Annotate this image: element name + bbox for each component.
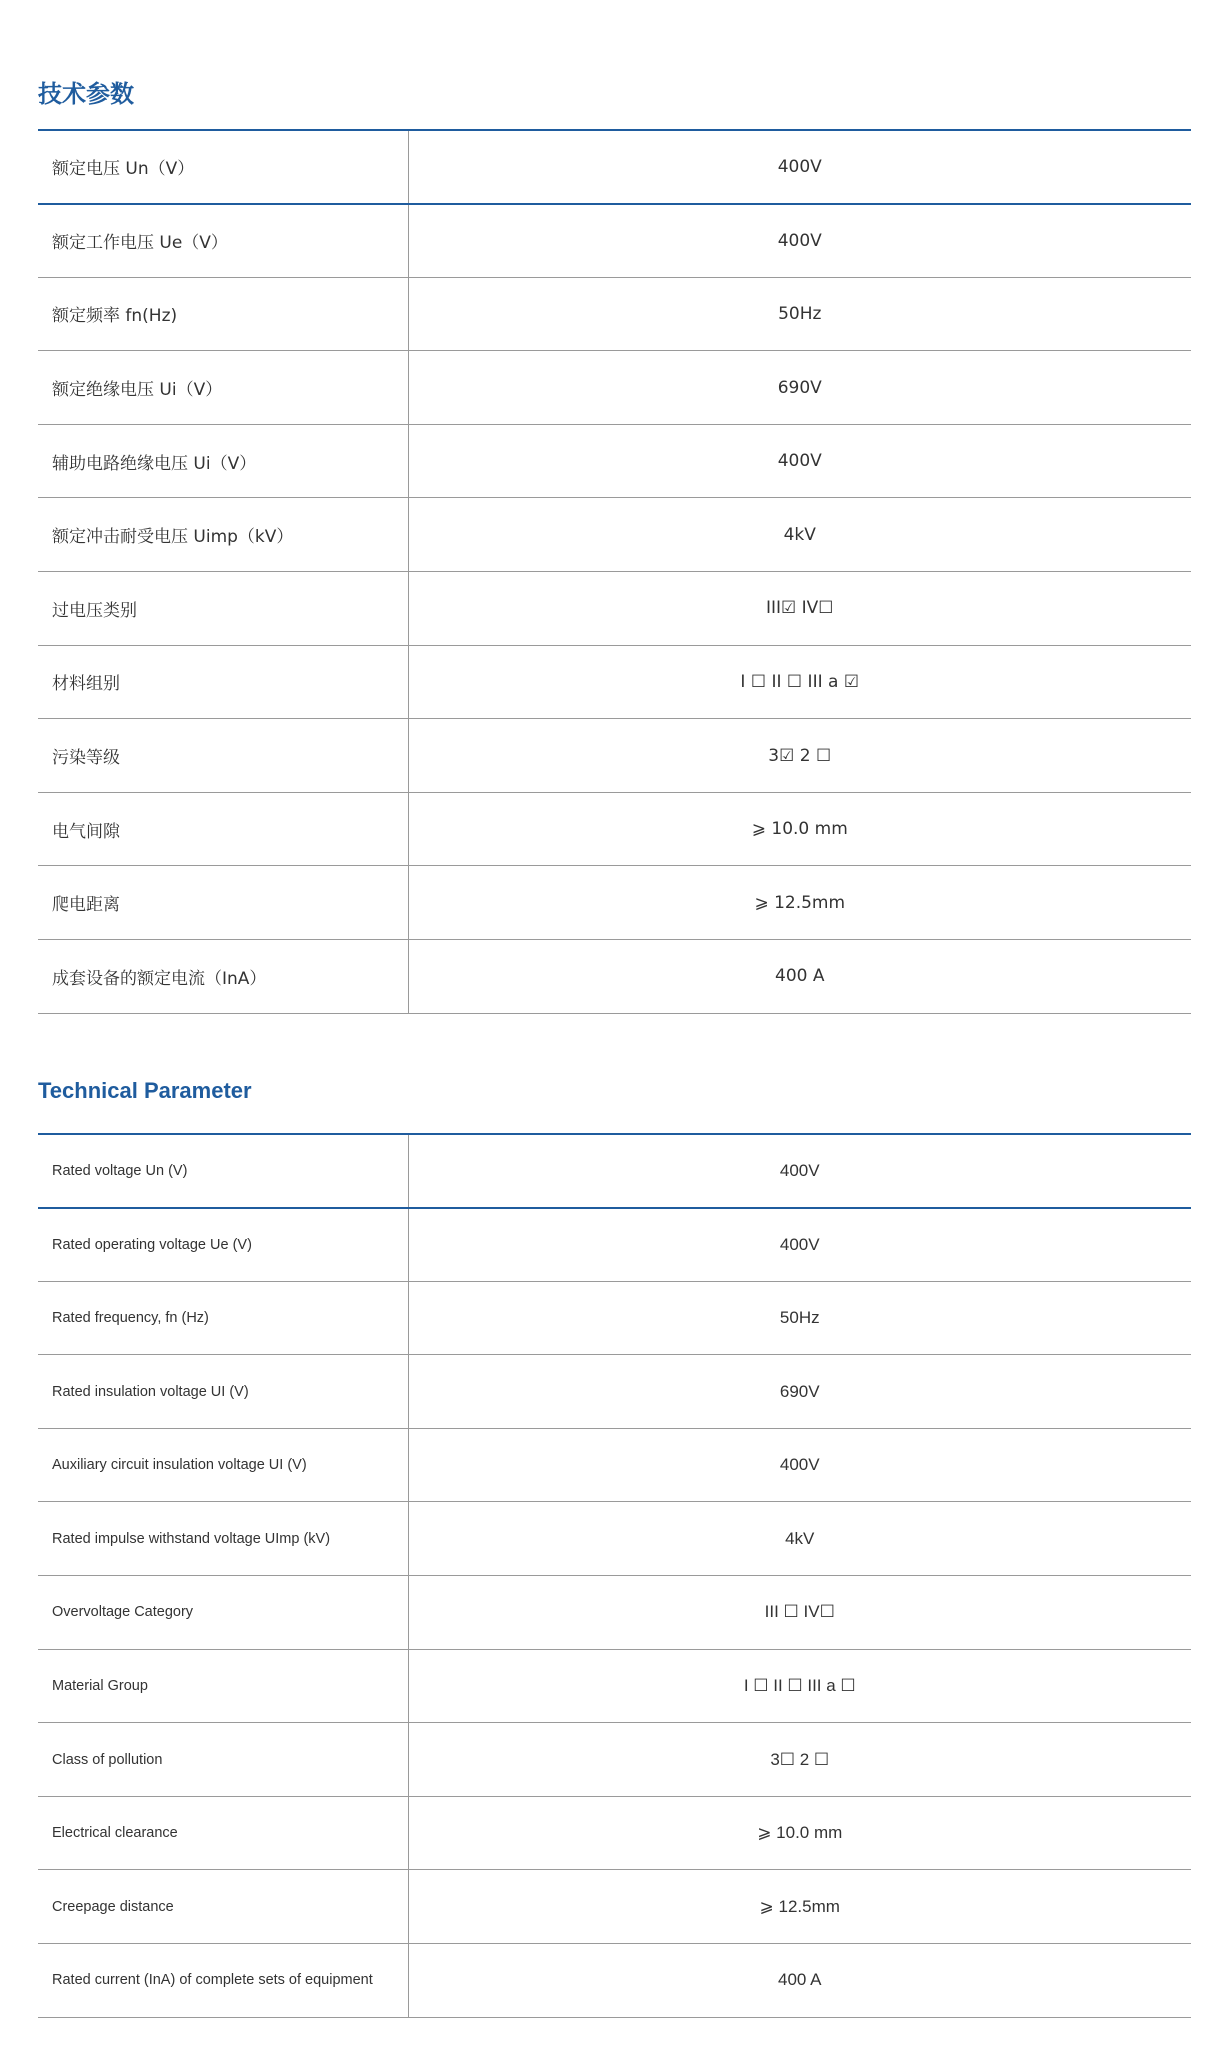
table-row <box>38 1208 1191 1282</box>
parameter-label: 辅助电路绝缘电压 Ui（V） <box>38 424 408 498</box>
parameter-label: 成套设备的额定电流（InA） <box>38 940 408 1014</box>
table-row <box>38 1723 1191 1797</box>
parameter-label: Rated operating voltage Ue (V) <box>38 1208 408 1282</box>
parameter-value: 3☐ 2 ☐ <box>408 1723 1191 1797</box>
parameter-label: 爬电距离 <box>38 866 408 940</box>
parameter-value: 400V <box>408 1208 1191 1282</box>
parameter-label: Rated insulation voltage UI (V) <box>38 1355 408 1429</box>
parameter-label: 额定频率 fn(Hz) <box>38 277 408 351</box>
table-row <box>38 1649 1191 1723</box>
parameter-label: Rated current (InA) of complete sets of equipment <box>38 1944 408 2018</box>
parameter-label: Auxiliary circuit insulation voltage UI (V) <box>38 1428 408 1502</box>
table-row <box>38 1796 1191 1870</box>
parameter-value: 4kV <box>408 1502 1191 1576</box>
parameter-label: 材料组别 <box>38 645 408 719</box>
parameter-label: 额定电压 Un（V） <box>38 130 408 204</box>
parameter-value: III ☐ IV☐ <box>408 1576 1191 1650</box>
parameter-label: Material Group <box>38 1649 408 1723</box>
parameter-value: 400V <box>408 1428 1191 1502</box>
parameter-value: 400V <box>408 1134 1191 1208</box>
table-row <box>38 1870 1191 1944</box>
parameter-value: I ☐ II ☐ III a ☐ <box>408 1649 1191 1723</box>
parameter-value: ⩾ 10.0 mm <box>408 1796 1191 1870</box>
section-title-english: Technical Parameter <box>38 1078 252 1103</box>
table-row <box>38 1355 1191 1429</box>
parameter-label: Electrical clearance <box>38 1796 408 1870</box>
parameter-value: 50Hz <box>408 277 1191 351</box>
parameter-value: 400 A <box>408 940 1191 1014</box>
parameter-label: 额定冲击耐受电压 Uimp（kV） <box>38 498 408 572</box>
table-row <box>38 1944 1191 2018</box>
parameter-value: III☑ IV☐ <box>408 572 1191 646</box>
english-parameter-table <box>38 1133 1191 2018</box>
chinese-parameter-table <box>38 129 1191 1014</box>
parameter-label: 电气间隙 <box>38 792 408 866</box>
parameter-value: ⩾ 10.0 mm <box>408 792 1191 866</box>
table-row <box>38 645 1191 719</box>
table-row <box>38 792 1191 866</box>
table-row <box>38 940 1191 1014</box>
table-row <box>38 866 1191 940</box>
table-row <box>38 277 1191 351</box>
parameter-value: 50Hz <box>408 1281 1191 1355</box>
table-row <box>38 1502 1191 1576</box>
table-row <box>38 424 1191 498</box>
parameter-label: 额定绝缘电压 Ui（V） <box>38 351 408 425</box>
parameter-value: 400V <box>408 424 1191 498</box>
parameter-label: 额定工作电压 Ue（V） <box>38 204 408 278</box>
table-row <box>38 204 1191 278</box>
table-row <box>38 498 1191 572</box>
parameter-value: 690V <box>408 1355 1191 1429</box>
parameter-label: Overvoltage Category <box>38 1576 408 1650</box>
parameter-label: 污染等级 <box>38 719 408 793</box>
parameter-label: 过电压类别 <box>38 572 408 646</box>
table-row <box>38 1428 1191 1502</box>
parameter-value: 400V <box>408 130 1191 204</box>
parameter-value: 400 A <box>408 1944 1191 2018</box>
table-row <box>38 1576 1191 1650</box>
parameter-value: 690V <box>408 351 1191 425</box>
section-title-chinese: 技术参数 <box>38 80 134 108</box>
parameter-value: ⩾ 12.5mm <box>408 866 1191 940</box>
table-row <box>38 1134 1191 1208</box>
table-row <box>38 1281 1191 1355</box>
parameter-label: Rated impulse withstand voltage UImp (kV) <box>38 1502 408 1576</box>
table-row <box>38 130 1191 204</box>
parameter-label: Rated frequency, fn (Hz) <box>38 1281 408 1355</box>
table-row <box>38 351 1191 425</box>
parameter-value: ⩾ 12.5mm <box>408 1870 1191 1944</box>
parameter-value: 4kV <box>408 498 1191 572</box>
parameter-value: 3☑ 2 ☐ <box>408 719 1191 793</box>
parameter-value: I ☐ II ☐ III a ☑ <box>408 645 1191 719</box>
parameter-label: Class of pollution <box>38 1723 408 1797</box>
table-row <box>38 719 1191 793</box>
parameter-label: Creepage distance <box>38 1870 408 1944</box>
table-row <box>38 572 1191 646</box>
parameter-value: 400V <box>408 204 1191 278</box>
parameter-label: Rated voltage Un (V) <box>38 1134 408 1208</box>
